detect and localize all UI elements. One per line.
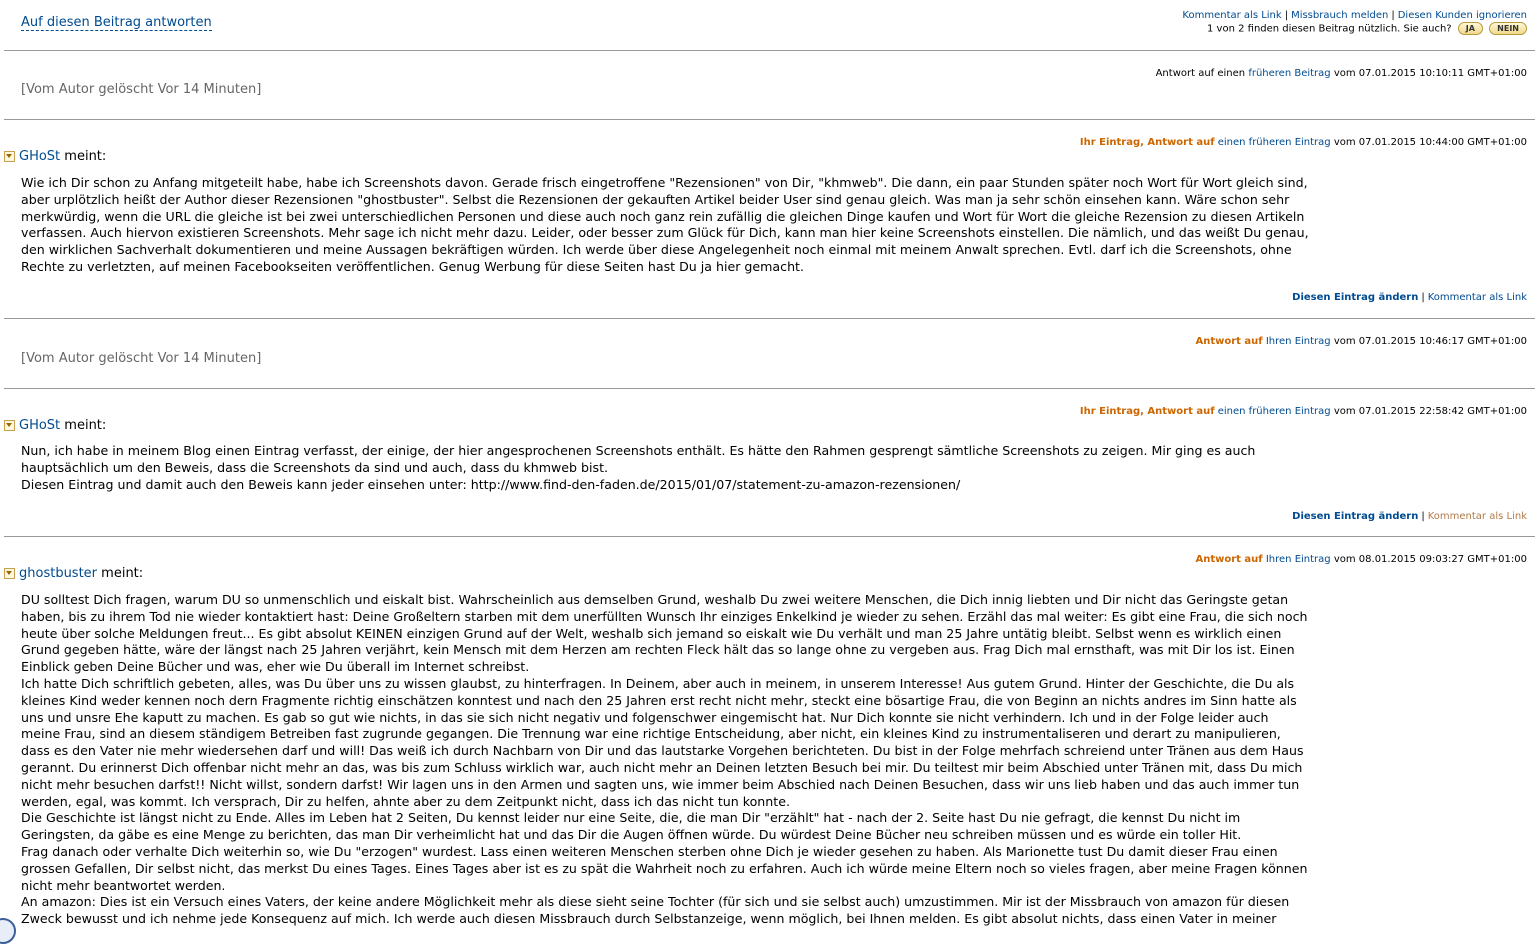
helpful-text: 1 von 2 finden diesen Beitrag nützlich. Sie auch?: [1207, 23, 1452, 35]
deleted-notice: [Vom Autor gelöscht Vor 14 Minuten]: [21, 351, 262, 366]
post-date: vom 07.01.2015 10:46:17 GMT+01:00: [1333, 336, 1527, 347]
post-paragraph: Diesen Eintrag und damit auch den Beweis kann jeder einsehen unter: http://www.find-den-faden.de/2015/01/07/statement-zu-amazon-rezensionen/: [21, 476, 961, 492]
says-label: meint:: [101, 566, 144, 581]
collapse-toggle-icon[interactable]: [4, 151, 15, 162]
yes-button[interactable]: JA: [1458, 22, 1483, 35]
author-line: [4, 149, 106, 164]
post-meta: [1195, 336, 1527, 347]
post-body: [21, 592, 1311, 928]
edit-entry-link[interactable]: Diesen Eintrag ändern: [1292, 511, 1419, 522]
top-actions: Kommentar als Link | Missbrauch melden | Diesen Kunden ignorieren: [1182, 10, 1527, 21]
divider: [4, 536, 1535, 537]
comment-as-link[interactable]: Kommentar als Link: [1427, 292, 1527, 303]
author-link[interactable]: GHoSt: [19, 149, 61, 164]
divider: [4, 50, 1535, 51]
page-corner-icon: [0, 918, 16, 944]
post-paragraph: Ich hatte Dich schriftlich gebeten, alles, was Du über uns zu wissen glaubst, zu hinterfragen. In Deinem, aber auch in meinem, in unserem Interesse! Aus gutem Grund. Hinter der Geschichte, die Du als kleines Kind weder kennen noch dern Fragmente richtig einschätzen konntest und nach den 25 Jahren erst recht nicht mehr, steckt eine bösartige Frau, die von Beginn an nichts andres im Sinn hatte als uns und unsre Ehe kaputt zu machen. Es gab so gut wie nichts, in das sie sich nicht negativ und folgenschwer eingemischt hat. Nur Dich konnte sie nicht verhindern. Ich und in der Folge leider auch meine Frau, sind an diesem ständigem Betreiben fast zugrunde gegangen. Die Trennung war eine richtige Entscheidung, aber nicht, ein kleines Kind zu instrumentaliseren und derart zu manipulieren, dass es den Vater nie mehr wiedersehen darf und will! Das weiß ich durch Nachbarn von Dir und das lautstarke Vorgehen berichteten. Du bist in der Folge mehrfach schreiend unter Tränen aus dem Haus gerannt. Du erinnerst Dich offenbar nicht mehr an das, was bis zum Schluss wirklich war, auch nicht mehr an Deinen letzten Besuch bei mir. Du teiltest mir beim Abschied unter Tränen mit, dass Du mich nicht mehr besuchen darfst!! Nicht willst, sondern darfst! Wir lagen uns in den Armen und sagten uns, wie immer beim Abschied nach Deinen Besuchen, dass wir uns lieb haben und das auch immer tun werden, egal, was kommt. Ich versprach, Dir zu helfen, ahnte aber zu dem Zeitpunkt nicht, dass ich das nicht tun konnte.: [21, 675, 1304, 809]
post-body: [21, 443, 1311, 493]
post-meta: [1080, 406, 1527, 417]
meta-label: Ihr Eintrag, Antwort auf: [1079, 406, 1215, 417]
post-actions: Diesen Eintrag ändern | Kommentar als Link: [1292, 292, 1527, 303]
collapse-toggle-icon[interactable]: [4, 568, 15, 579]
post-paragraph: Nun, ich habe in meinem Blog einen Eintrag verfasst, der einige, der hier angesprochenen Screenshots enthält. Es hätte den Rahmen gesprengt sämtliche Screenshots zu zeigen. Mir ging es auch hauptsächlich um den Beweis, dass die Screenshots da sind und auch, dass du khmweb bist.: [21, 443, 1256, 475]
reply-to-post-link[interactable]: Auf diesen Beitrag antworten: [21, 15, 212, 30]
meta-label: Ihr Eintrag, Antwort auf: [1079, 137, 1215, 148]
your-entry-link[interactable]: Ihren Eintrag: [1265, 336, 1331, 347]
post-paragraph: Frag danach oder verhalte Dich weiterhin so, wie Du "erzogen" wurdest. Lass einen weiteren Menschen sterben ohne Dich je wieder gesehen zu haben. Als Marionette tust Du damit dieser Frau einen grossen Gefallen, Dir selbst nicht, das merkst Du eines Tages. Eines Tages aber ist es zu spät die Wahrheit noch zu erfahren. Auch ich würde meine Eltern noch so vieles fragen, aber meine Fragen können nicht mehr beantwortet werden.: [21, 843, 1308, 893]
report-abuse-link[interactable]: Missbrauch melden: [1291, 10, 1389, 21]
meta-prefix: Antwort auf einen: [1155, 68, 1246, 79]
divider: [4, 119, 1535, 120]
post-date: vom 07.01.2015 10:44:00 GMT+01:00: [1333, 137, 1527, 148]
collapse-toggle-icon[interactable]: [4, 420, 15, 431]
divider: [4, 318, 1535, 319]
meta-label: Antwort auf: [1195, 554, 1263, 565]
post-date: vom 07.01.2015 10:10:11 GMT+01:00: [1333, 68, 1527, 79]
post-date: vom 07.01.2015 22:58:42 GMT+01:00: [1333, 406, 1527, 417]
author-link[interactable]: GHoSt: [19, 418, 61, 433]
post-date: vom 08.01.2015 09:03:27 GMT+01:00: [1333, 554, 1527, 565]
ignore-customer-link[interactable]: Diesen Kunden ignorieren: [1397, 10, 1527, 21]
post-paragraph: An amazon: Dies ist ein Versuch eines Vaters, der keine andere Möglichkeit mehr als diese sieht seine Tochter (für sich und sie selbst auch) umzustimmen. Mir ist der Missbrauch von amazon für diesen Zweck bewusst und ich nehme jede Konsequenz auf mich. Ich werde auch diesen Missbrauch durch Selbstanzeige, wenn möglich, bei Ihnen melden. Es gibt absolut nichts, dass einen Vater in meiner: [21, 894, 1290, 927]
earlier-entry-link[interactable]: einen früheren Eintrag: [1217, 137, 1331, 148]
edit-entry-link[interactable]: Diesen Eintrag ändern: [1292, 292, 1419, 303]
your-entry-link[interactable]: Ihren Eintrag: [1265, 554, 1331, 565]
no-button[interactable]: NEIN: [1489, 22, 1527, 35]
post-paragraph: Wie ich Dir schon zu Anfang mitgeteilt habe, habe ich Screenshots davon. Gerade frisch eingetroffene "Rezensionen" von Dir, "khmweb". Die dann, ein paar Stunden später noch Wort für Wort gleich sind, aber urplötzlich heißt der Author dieser Rezensionen "ghostbuster". Selbst die Rezensionen der gekauften Artikel beider User sind genau gleich. Was man ja sehr schön einsehen kann. Wäre schon sehr merkwürdig, wenn die URL die gleiche ist bei zwei unterschiedlichen Personen und diese auch noch ganz rein zufällig die gleichen Dinge kaufen und Wort für Wort die gleiche Rezension zu diesen Artikeln verfassen. Auch hiervon existieren Screenshots. Mehr sage ich nicht mehr dazu. Leider, oder besser zum Glück für Dich, kann man hier keine Screenshots einstellen. Die nämlich, und das weißt Du genau, den wirklichen Sachverhalt dokumentieren und meine Aussagen bekräftigen würden. Ich werde über diese Angelegenheit noch einmal mit meinem Anwalt sprechen. Evtl. darf ich die Screenshots, ohne Rechte zu verletzten, auf meinen Facebookseiten veröffentlichen. Genug Werbung für diese Seiten hast Du ja hier gemacht.: [21, 175, 1309, 274]
author-line: [4, 418, 106, 433]
earlier-entry-link[interactable]: einen früheren Eintrag: [1217, 406, 1331, 417]
comment-as-link[interactable]: Kommentar als Link: [1182, 10, 1282, 21]
divider: [4, 388, 1535, 389]
author-line: [4, 566, 143, 581]
earlier-post-link[interactable]: früheren Beitrag: [1248, 68, 1331, 79]
post-meta: [1195, 554, 1527, 565]
post-meta: [1156, 68, 1527, 79]
meta-label: Antwort auf: [1195, 336, 1263, 347]
comment-as-link[interactable]: Kommentar als Link: [1427, 511, 1527, 522]
post-body: [21, 175, 1311, 276]
post-paragraph: Die Geschichte ist längst nicht zu Ende. Alles im Leben hat 2 Seiten, Du kennst leider nur eine Seite, die, die man Dir "erzählt" hat - nach der 2. Seite hast Du nie gefragt, die kennst Du nicht im Geringsten, da gäbe es eine Menge zu berichten, das man Dir verheimlicht hat und das Dir die Augen öffnen würde. Du würdest Deine Bücher neu schreiben müssen und es würde ein toller Hit.: [21, 810, 1242, 843]
deleted-notice: [Vom Autor gelöscht Vor 14 Minuten]: [21, 82, 262, 97]
says-label: meint:: [64, 418, 107, 433]
post-actions: Diesen Eintrag ändern | Kommentar als Link: [1292, 511, 1527, 522]
post-meta: [1080, 137, 1527, 148]
author-link[interactable]: ghostbuster: [19, 566, 98, 581]
helpful-vote: [1207, 22, 1527, 35]
post-paragraph: DU solltest Dich fragen, warum DU so unmenschlich und eiskalt bist. Wahrscheinlich aus demselben Grund, weshalb Du zwei weitere Menschen, die Dich innig liebten und Dir nicht das Geringste getan haben, bis zu ihrem Tod nie wieder kontaktiert hast: Deine Großeltern starben mit dem unerfüllten Wunsch Ihr einziges Enkelkind je wieder zu sehen. Erzähl das mal weiter: Es gibt eine Frau, die sich noch heute über solche Meldungen freut... Es gibt absolut KEINEN einzigen Grund auf der Welt, weshalb sich jemand so eiskalt wie Du verhält und man 25 Jahre untätig bleibt. Selbst wenn es wirklich einen Grund gegeben hätte, wäre der längst nach 25 Jahren verjährt, kein Mensch mit dem Herzen am rechten Fleck hält das so lange ohne zu vergeben aus. Frag Dich mal ernsthaft, was mit Dir los ist. Einen Einblick geben Deine Bücher und was, eher wie Du überall im Internet schreibst.: [21, 592, 1308, 675]
says-label: meint:: [64, 149, 107, 164]
